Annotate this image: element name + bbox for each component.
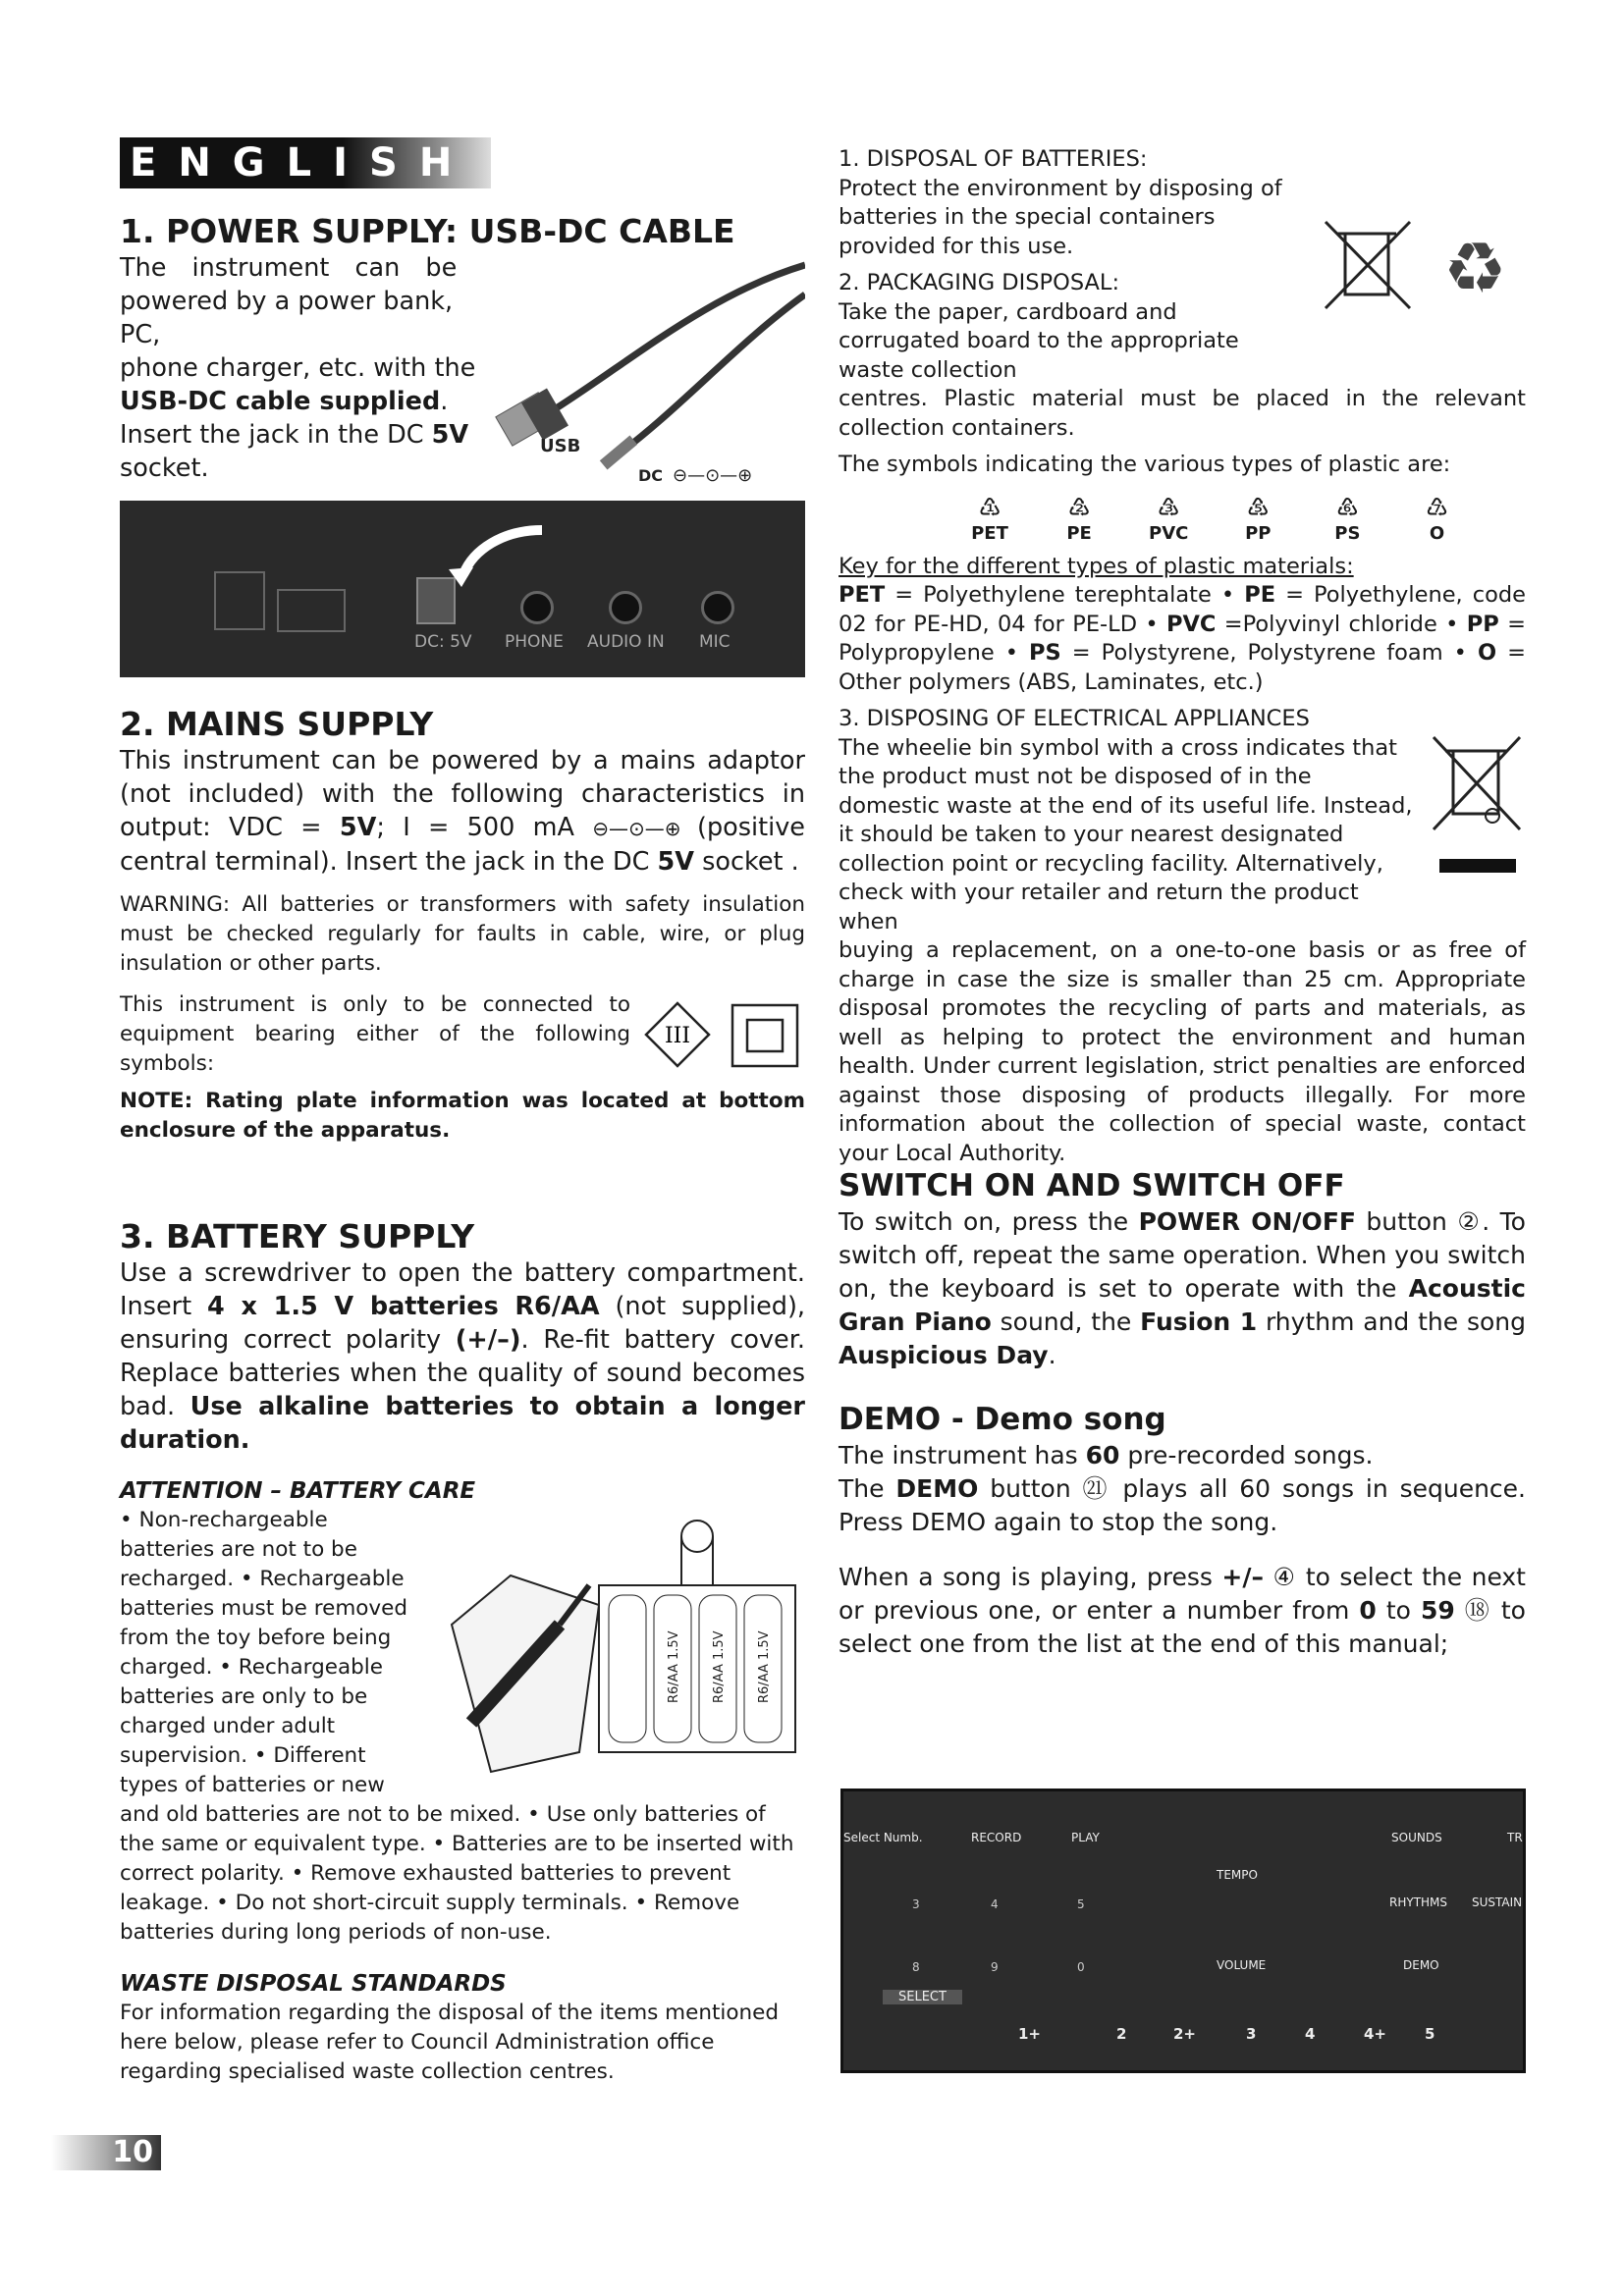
crossed-bin-icon: [1326, 222, 1410, 308]
plastic-symbol-o: ♹ O: [1425, 493, 1449, 544]
mains-warning: WARNING: All batteries or transformers with safety insulation must be checked regularly for faults in cable, wire, or plug insulation or other parts.: [120, 892, 805, 976]
battery-care-text-b: and old batteries are not to be mixed. • Use only batteries of the same or equivalent type. • Batteries are to be inserted with correct polarity. • Remove exhausted batteries to prevent leakage. • Do not short-circuit supply terminals. • Remove batteries during long periods of non-use.: [120, 1802, 794, 1945]
battery-disposal-text: Protect the environment by disposing of batteries in the special containers provided for this use.: [839, 175, 1282, 259]
battery-cell-label-1: R6/AA 1.5V: [667, 1630, 681, 1703]
plastic-symbol-pet: ♳ PET: [971, 493, 1008, 544]
weee-bin-icon: [1424, 731, 1532, 879]
battery-cell-label-2: R6/AA 1.5V: [712, 1630, 727, 1703]
mains-note: NOTE: Rating plate information was located at bottom enclosure of the apparatus.: [120, 1089, 805, 1143]
mains-supply-title: 2. MAINS SUPPLY: [120, 705, 434, 743]
battery-care-title: ATTENTION – BATTERY CARE: [120, 1478, 476, 1504]
panel-audioin-label: AUDIO IN: [587, 632, 665, 652]
rear-panel-image: [120, 501, 805, 677]
kb-volume-label: VOLUME: [1217, 1958, 1267, 1972]
mains-section: [120, 705, 805, 1146]
battery-care-text-a: • Non-rechargeable batteries are not to be recharged. • Rechargeable batteries must be removed from the toy before being charged. • Rechargeable batteries are only to be charged under adult supervision. • Different types of batteries or new: [120, 1508, 408, 1797]
kb-sustain-label: SUSTAIN: [1472, 1896, 1523, 1909]
plastic-symbols-intro: The symbols indicating the various types of plastic are:: [839, 452, 1451, 477]
electrical-text-b: buying a replacement, on a one-to-one basis or as free of charge in case the size is smaller than 25 cm. Appropriate disposal promotes the recycling of parts and materials, as well as helping to protect the environment and human health. Under current legislation, strict penalties are enforced against those disposing of products illegally. For more information about the collection of special waste, contact your Local Authority.: [839, 937, 1526, 1166]
switch-text: To switch on, press the POWER ON/OFF button ②. To switch off, repeat the same operation. When you switch on, the keyboard is set to operate with the Acoustic Gran Piano sound, the Fusion 1 rhythm and the song Auspicious Day.: [839, 1207, 1526, 1369]
kb-select-label: SELECT: [883, 1990, 962, 2004]
kb-select-numb-label: Select Numb.: [843, 1831, 923, 1844]
plastic-key-text: PET = Polyethylene terephtalate • PE = Polyethylene, code 02 for PE-HD, 04 for PE-LD • PVC =Polyvinyl chloride • PP = Polypropylene • PS = Polystyrene, Polystyrene foam • O = Other polymers (ABS, Laminates, etc.): [839, 582, 1526, 695]
insulation-symbols: [642, 999, 805, 1074]
battery-disposal-heading: 1. DISPOSAL OF BATTERIES:: [839, 146, 1148, 172]
recycle-icon: ♻: [1443, 227, 1507, 309]
kb-record-label: RECORD: [971, 1831, 1022, 1844]
mains-connect: This instrument is only to be connected to equipment bearing either of the following symbols:: [120, 992, 630, 1076]
language-banner: ENGLISH: [120, 137, 491, 188]
packaging-text-b: centres. Plastic material must be placed in the relevant collection containers.: [839, 386, 1526, 441]
battery-cell-label-3: R6/AA 1.5V: [757, 1630, 772, 1703]
battery-supply-title: 3. BATTERY SUPPLY: [120, 1217, 475, 1255]
kb-tr-label: TR: [1507, 1831, 1523, 1844]
electrical-heading: 3. DISPOSING OF ELECTRICAL APPLIANCES: [839, 706, 1310, 731]
recycling-icons: [1316, 214, 1532, 322]
plastic-symbol-pvc: ♵ PVC: [1149, 493, 1189, 544]
polarity-symbol: ⊖—⊙—⊕: [673, 465, 753, 486]
electrical-text-a: The wheelie bin symbol with a cross indicates that the product must not be disposed of in the domestic waste at the end of its useful life. Instead, it should be taken to your nearest designated collection point or recycling facility. Alternatively, check with your retailer and return the product when: [839, 734, 1413, 934]
kb-play-label: PLAY: [1071, 1831, 1100, 1844]
demo-title: DEMO - Demo song: [839, 1402, 1166, 1437]
plastic-symbols-row: [960, 494, 1526, 553]
kb-num-0: 0: [1077, 1960, 1085, 1974]
kb-key-number-row: 1+ 2 2+ 3 4 4+ 5: [1018, 2025, 1435, 2043]
power-supply-text: The instrument can be powered by a power bank, PC, phone charger, etc. with the USB-DC cable supplied. Insert the jack in the DC 5V socket.: [120, 253, 476, 483]
switch-title: SWITCH ON AND SWITCH OFF: [839, 1168, 1345, 1203]
battery-compartment-image: [432, 1517, 805, 1791]
packaging-text-a: Take the paper, cardboard and corrugated board to the appropriate waste collection: [839, 298, 1239, 383]
kb-tempo-label: TEMPO: [1217, 1868, 1258, 1882]
class-iii-symbol: III: [664, 1024, 691, 1048]
mains-supply-text: This instrument can be powered by a mains adaptor (not included) with the following characteristics in output: VDC = 5V; I = 500 mA ⊖—⊙—⊕ (positive central terminal). Insert the jack in the DC 5V socket .: [120, 746, 805, 877]
plastic-key-title: Key for the different types of plastic materials:: [839, 553, 1354, 579]
panel-mic-label: MIC: [699, 632, 731, 652]
usb-dc-cable-image: [491, 255, 805, 501]
kb-sounds-label: SOUNDS: [1391, 1831, 1442, 1844]
battery-supply-text: Use a screwdriver to open the battery compartment. Insert 4 x 1.5 V batteries R6/AA (not supplied), ensuring correct polarity (+/–). Re-fit battery cover. Replace batteries when the quality of sound becomes bad. Use alkaline batteries to obtain a longer duration.: [120, 1258, 805, 1455]
waste-title: WASTE DISPOSAL STANDARDS: [120, 1971, 507, 1997]
kb-num-4: 4: [991, 1897, 999, 1911]
power-supply-title: 1. POWER SUPPLY: USB-DC CABLE: [120, 212, 735, 250]
packaging-heading: 2. PACKAGING DISPOSAL:: [839, 270, 1120, 295]
kb-rhythms-label: RHYTHMS: [1389, 1896, 1448, 1909]
demo-select-text: When a song is playing, press +/– ④ to select the next or previous one, or enter a number from 0 to 59 ⑱ to select one from the list at the end of this manual;: [839, 1563, 1526, 1658]
dc-label: DC: [638, 466, 664, 485]
kb-num-5: 5: [1077, 1897, 1085, 1911]
keyboard-panel-image: [840, 1789, 1526, 2073]
panel-phone-label: PHONE: [505, 632, 564, 652]
waste-text: For information regarding the disposal of the items mentioned here below, please refer to Council Administration office regarding specialised waste collection centres.: [120, 2001, 780, 2084]
kb-num-3: 3: [912, 1897, 920, 1911]
kb-num-8: 8: [912, 1960, 920, 1974]
page-number-badge: [51, 2135, 161, 2170]
plastic-symbol-pe: ♴ PE: [1066, 493, 1092, 544]
usb-label: USB: [540, 436, 581, 456]
page-number: 10: [112, 2135, 153, 2169]
panel-dc-label: DC: 5V: [414, 632, 472, 652]
plastic-symbol-ps: ♸ PS: [1334, 493, 1361, 544]
plastic-symbol-pp: ♷ PP: [1245, 493, 1272, 544]
switch-section: [839, 1166, 1526, 1661]
kb-num-9: 9: [991, 1960, 999, 1974]
demo-text: The instrument has 60 pre-recorded songs. The DEMO button ㉑ plays all 60 songs in sequence. Press DEMO again to stop the song.: [839, 1441, 1526, 1536]
kb-demo-label: DEMO: [1403, 1958, 1439, 1972]
